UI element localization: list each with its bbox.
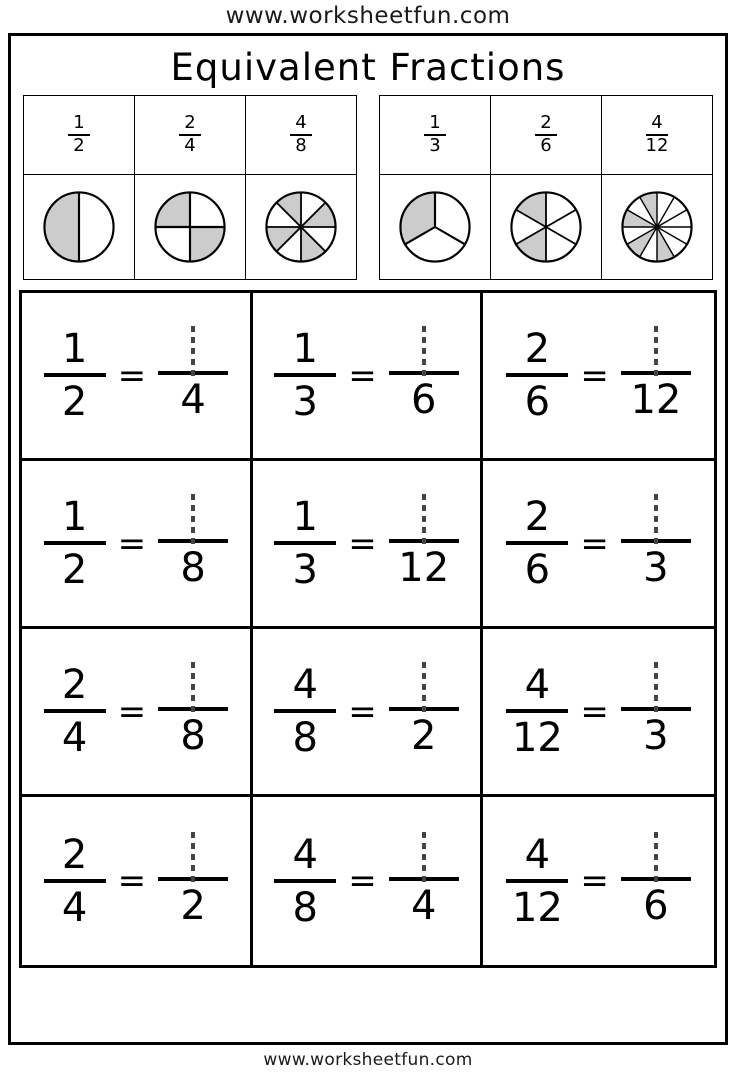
key-numerator: 2 <box>540 112 552 134</box>
key-cell <box>602 96 713 175</box>
key-fraction-row <box>24 96 357 175</box>
numerator: 2 <box>61 831 88 878</box>
key-cell <box>24 96 135 175</box>
key-fraction <box>642 114 673 156</box>
key-denominator: 12 <box>645 135 669 156</box>
site-url-top: www.worksheetfun.com <box>225 3 511 29</box>
answer-input-box[interactable] <box>191 494 195 544</box>
page-title: Equivalent Fractions <box>170 46 566 89</box>
answer-fraction <box>621 667 691 759</box>
key-cell <box>491 175 602 280</box>
key-numerator: 4 <box>651 112 663 134</box>
key-numerator: 1 <box>73 112 85 134</box>
key-fraction <box>424 114 446 156</box>
equals-sign: = <box>580 523 609 564</box>
numerator: 2 <box>524 326 551 372</box>
denominator: 12 <box>511 715 563 761</box>
key-cell <box>380 175 491 280</box>
given-fraction <box>506 662 568 761</box>
given-fraction <box>506 831 568 931</box>
numerator: 1 <box>292 326 318 372</box>
key-group-thirds <box>379 95 713 280</box>
problem-cell-4 <box>22 461 253 629</box>
given-fraction <box>274 326 336 425</box>
answer-fraction <box>389 667 459 759</box>
given-fraction <box>44 831 106 931</box>
pie-chart-four-eighths <box>265 191 337 263</box>
problem-cell-7 <box>22 629 253 797</box>
key-cell <box>24 175 135 280</box>
equals-sign: = <box>117 523 147 564</box>
key-fraction <box>535 114 557 156</box>
pie-chart-one-third <box>399 191 471 263</box>
numerator: 1 <box>61 494 88 540</box>
denominator: 3 <box>643 713 669 759</box>
answer-fraction <box>389 837 459 929</box>
equals-sign: = <box>117 355 147 396</box>
key-denominator: 4 <box>184 135 196 156</box>
given-fraction <box>44 326 106 425</box>
answer-fraction <box>621 499 691 591</box>
fraction-key <box>11 95 725 280</box>
numerator: 4 <box>292 831 318 878</box>
key-pie-row <box>24 175 357 280</box>
equals-sign: = <box>580 861 609 901</box>
key-fraction <box>290 114 312 156</box>
numerator: 2 <box>524 494 551 540</box>
worksheet-frame <box>8 33 728 1045</box>
answer-input-box[interactable] <box>191 662 195 712</box>
equals-sign: = <box>580 355 609 396</box>
answer-input-box[interactable] <box>654 494 658 544</box>
numerator: 2 <box>61 662 88 708</box>
key-fraction <box>179 114 201 156</box>
key-cell <box>246 96 357 175</box>
numerator: 4 <box>524 831 551 878</box>
answer-input-box[interactable] <box>654 326 658 376</box>
key-denominator: 3 <box>429 135 441 156</box>
key-denominator: 6 <box>540 135 552 156</box>
given-fraction <box>506 494 568 593</box>
numerator: 1 <box>61 326 88 372</box>
given-fraction <box>274 831 336 931</box>
denominator: 2 <box>61 379 88 425</box>
equals-sign: = <box>348 355 377 396</box>
denominator: 3 <box>292 379 318 425</box>
key-fraction <box>68 114 90 156</box>
answer-input-box[interactable] <box>422 494 426 544</box>
answer-input-box[interactable] <box>654 832 658 882</box>
numerator: 4 <box>524 662 551 708</box>
denominator: 8 <box>180 545 206 591</box>
answer-fraction <box>158 667 228 759</box>
answer-input-box[interactable] <box>422 662 426 712</box>
denominator: 2 <box>180 882 206 929</box>
site-url-bottom: www.worksheetfun.com <box>263 1050 473 1070</box>
key-numerator: 4 <box>295 112 307 134</box>
denominator: 8 <box>180 713 206 759</box>
problem-cell-9 <box>483 629 714 797</box>
given-fraction <box>44 494 106 593</box>
denominator: 4 <box>61 715 88 761</box>
denominator: 3 <box>643 545 669 591</box>
given-fraction <box>506 326 568 425</box>
answer-fraction <box>158 837 228 929</box>
numerator: 1 <box>292 494 318 540</box>
key-cell <box>246 175 357 280</box>
given-fraction <box>274 662 336 761</box>
pie-chart-four-twelfths <box>621 191 693 263</box>
answer-input-box[interactable] <box>422 832 426 882</box>
denominator: 8 <box>292 715 318 761</box>
answer-input-box[interactable] <box>191 326 195 376</box>
key-numerator: 2 <box>184 112 196 134</box>
key-cell <box>380 96 491 175</box>
pie-chart-one-half <box>43 191 115 263</box>
denominator: 4 <box>411 882 437 929</box>
equals-sign: = <box>348 861 377 901</box>
key-denominator: 8 <box>295 135 307 156</box>
problem-cell-2 <box>253 293 484 461</box>
answer-fraction <box>621 331 691 423</box>
denominator: 3 <box>292 547 318 593</box>
denominator: 6 <box>524 379 551 425</box>
equals-sign: = <box>348 691 377 732</box>
key-group-halves <box>23 95 357 280</box>
equals-sign: = <box>117 691 147 732</box>
key-numerator: 1 <box>429 112 441 134</box>
equals-sign: = <box>580 691 609 732</box>
denominator: 4 <box>180 377 206 423</box>
denominator: 4 <box>61 884 88 931</box>
answer-input-box[interactable] <box>654 662 658 712</box>
answer-fraction <box>158 331 228 423</box>
equals-sign: = <box>117 861 147 901</box>
key-pie-row <box>380 175 713 280</box>
denominator: 6 <box>643 882 669 929</box>
answer-fraction <box>158 499 228 591</box>
given-fraction <box>274 494 336 593</box>
problem-cell-10 <box>22 797 253 965</box>
pie-chart-two-fourths <box>154 191 226 263</box>
problem-cell-1 <box>22 293 253 461</box>
problem-cell-6 <box>483 461 714 629</box>
answer-fraction <box>389 331 459 423</box>
denominator: 12 <box>398 545 450 591</box>
key-cell <box>602 175 713 280</box>
answer-fraction <box>621 837 691 929</box>
answer-input-box[interactable] <box>422 326 426 376</box>
pie-chart-two-sixths <box>510 191 582 263</box>
key-denominator: 2 <box>73 135 85 156</box>
denominator: 8 <box>292 884 318 931</box>
problem-cell-3 <box>483 293 714 461</box>
problem-cell-8 <box>253 629 484 797</box>
key-cell <box>135 96 246 175</box>
key-fraction-row <box>380 96 713 175</box>
problem-cell-5 <box>253 461 484 629</box>
denominator: 6 <box>411 377 437 423</box>
equals-sign: = <box>348 523 377 564</box>
key-cell <box>491 96 602 175</box>
denominator: 12 <box>511 884 563 931</box>
key-cell <box>135 175 246 280</box>
problem-cell-11 <box>253 797 484 965</box>
answer-fraction <box>389 499 459 591</box>
denominator: 2 <box>61 547 88 593</box>
denominator: 12 <box>630 377 682 423</box>
denominator: 6 <box>524 547 551 593</box>
problem-cell-12 <box>483 797 714 965</box>
answer-input-box[interactable] <box>191 832 195 882</box>
denominator: 2 <box>411 713 437 759</box>
given-fraction <box>44 662 106 761</box>
problem-grid <box>19 290 717 968</box>
numerator: 4 <box>292 662 318 708</box>
